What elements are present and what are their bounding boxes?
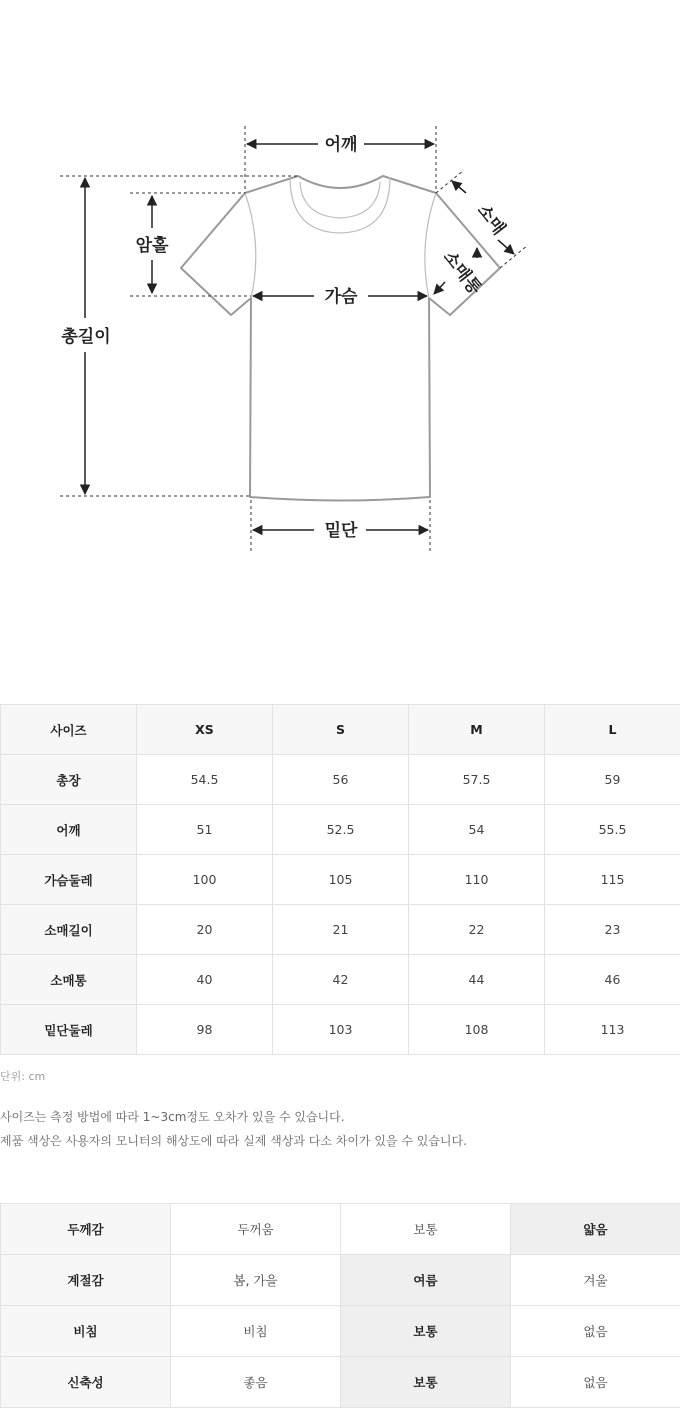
table-cell: 46 xyxy=(545,955,680,1005)
fabric-option: 겨울 xyxy=(511,1255,680,1306)
fabric-row-season xyxy=(1,1255,680,1306)
table-row xyxy=(1,755,680,805)
hem-label: 밑단 xyxy=(324,521,358,541)
fabric-row-thickness xyxy=(1,1204,680,1255)
table-cell: 113 xyxy=(545,1005,680,1055)
row-label: 소매통 xyxy=(1,955,137,1005)
table-cell: 98 xyxy=(137,1005,273,1055)
table-cell: 110 xyxy=(409,855,545,905)
color-notice: 제품 색상은 사용자의 모니터의 해상도에 따라 실제 색상과 다소 차이가 있을 수 있습니다. xyxy=(0,1134,467,1148)
sleeve-width-arrow-bottom xyxy=(434,282,445,294)
fabric-option-selected: 보통 xyxy=(341,1357,511,1408)
tshirt-outline xyxy=(181,176,500,501)
sleeve-arrow-top xyxy=(452,181,466,193)
size-header-cell: M xyxy=(409,705,545,755)
unit-note: 단위: cm xyxy=(0,1070,46,1083)
fabric-option: 봄, 가을 xyxy=(171,1255,341,1306)
row-label: 두께감 xyxy=(1,1204,171,1255)
table-row xyxy=(1,905,680,955)
table-cell: 52.5 xyxy=(273,805,409,855)
fabric-option: 없음 xyxy=(511,1306,680,1357)
row-label: 총장 xyxy=(1,755,137,805)
table-cell: 51 xyxy=(137,805,273,855)
table-row xyxy=(1,855,680,905)
shoulder-label: 어깨 xyxy=(324,135,358,155)
size-table-header-row xyxy=(1,705,680,755)
fabric-option-selected: 얇음 xyxy=(511,1204,680,1255)
table-cell: 108 xyxy=(409,1005,545,1055)
total-length-label: 총길이 xyxy=(61,327,111,347)
sleeve-arrow-bottom xyxy=(498,240,514,254)
size-table xyxy=(0,704,680,1055)
row-label: 어깨 xyxy=(1,805,137,855)
fabric-row-sheerness xyxy=(1,1306,680,1357)
table-cell: 100 xyxy=(137,855,273,905)
table-cell: 115 xyxy=(545,855,680,905)
row-label: 소매길이 xyxy=(1,905,137,955)
row-label: 계절감 xyxy=(1,1255,171,1306)
size-header-cell: L xyxy=(545,705,680,755)
guide-lines xyxy=(60,126,528,552)
sleeve-label: 소매 xyxy=(472,200,509,240)
row-label: 비침 xyxy=(1,1306,171,1357)
fabric-option-selected: 여름 xyxy=(341,1255,511,1306)
size-header-cell: 사이즈 xyxy=(1,705,137,755)
table-cell: 21 xyxy=(273,905,409,955)
table-cell: 105 xyxy=(273,855,409,905)
fabric-option: 좋음 xyxy=(171,1357,341,1408)
fabric-option: 두꺼움 xyxy=(171,1204,341,1255)
table-cell: 55.5 xyxy=(545,805,680,855)
size-header-cell: XS xyxy=(137,705,273,755)
size-guide-diagram xyxy=(0,0,680,600)
table-cell: 56 xyxy=(273,755,409,805)
table-row xyxy=(1,955,680,1005)
table-cell: 103 xyxy=(273,1005,409,1055)
row-label: 신축성 xyxy=(1,1357,171,1408)
sleeve-width-label: 소매통 xyxy=(438,247,485,299)
table-cell: 40 xyxy=(137,955,273,1005)
fabric-option: 보통 xyxy=(341,1204,511,1255)
table-row xyxy=(1,805,680,855)
row-label: 밑단둘레 xyxy=(1,1005,137,1055)
table-cell: 44 xyxy=(409,955,545,1005)
size-header-cell: S xyxy=(273,705,409,755)
row-label: 가슴둘레 xyxy=(1,855,137,905)
table-cell: 57.5 xyxy=(409,755,545,805)
table-cell: 23 xyxy=(545,905,680,955)
table-cell: 59 xyxy=(545,755,680,805)
table-cell: 20 xyxy=(137,905,273,955)
table-cell: 54 xyxy=(409,805,545,855)
measurement-notice: 사이즈는 측정 방법에 따라 1~3cm정도 오차가 있을 수 있습니다. xyxy=(0,1110,345,1124)
measure-arrows xyxy=(85,144,514,530)
fabric-option: 비침 xyxy=(171,1306,341,1357)
chest-label: 가슴 xyxy=(324,287,358,307)
fabric-option: 없음 xyxy=(511,1357,680,1408)
tshirt-inner-lines xyxy=(245,177,436,298)
table-cell: 54.5 xyxy=(137,755,273,805)
table-row xyxy=(1,1005,680,1055)
fabric-option-selected: 보통 xyxy=(341,1306,511,1357)
armhole-label: 암홀 xyxy=(135,236,169,256)
fabric-info-table xyxy=(0,1203,680,1408)
fabric-row-stretch xyxy=(1,1357,680,1408)
table-cell: 22 xyxy=(409,905,545,955)
table-cell: 42 xyxy=(273,955,409,1005)
